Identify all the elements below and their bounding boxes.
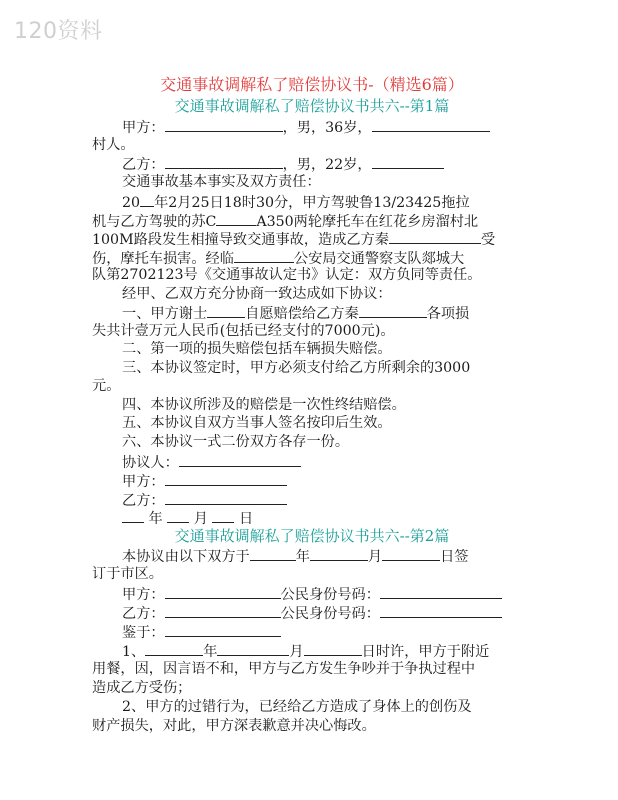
sec2-intro: 本协议由以下双方于 年 月 日签	[122, 546, 469, 566]
clause-3-cont: 元。	[92, 378, 121, 394]
clause-2: 二、第一项的损失赔偿包括车辆损失赔偿。	[122, 341, 392, 357]
sec2-witness: 鉴于：	[122, 622, 281, 642]
sec2-para-1-line-3: 造成乙方受伤；	[92, 680, 192, 696]
facts-line-2: 机与乙方驾驶的苏C A350两轮摩托车在红花乡房溜村北	[92, 211, 478, 231]
section-1-heading: 交通事故调解私了赔偿协议书共六--第1篇	[174, 97, 450, 115]
clause-6: 六、本协议一式二份双方各存一份。	[122, 434, 350, 450]
party-b-line: 乙方： ，男，22岁，	[122, 154, 444, 174]
section-2-heading: 交通事故调解私了赔偿协议书共六--第2篇	[174, 527, 450, 545]
sec2-para-2: 2、甲方的过错行为，已经给乙方造成了身体上的创伤及	[122, 699, 472, 715]
sec2-party-a: 甲方： 公民身份号码：	[122, 584, 502, 604]
signature-date: 年 月 日	[122, 508, 253, 528]
facts-line-3: 100M路段发生相撞导致交通事故，造成乙方秦 受	[92, 229, 495, 249]
facts-line-5: 队第2702123号《交通事故认定书》认定：双方负同等责任。	[92, 267, 482, 283]
clause-1-cont: 失共计壹万元人民币(包括已经支付的7000元)。	[92, 323, 395, 339]
document-title: 交通事故调解私了赔偿协议书-（精选6篇）	[160, 75, 464, 94]
agreement-intro: 经甲、乙双方充分协商一致达成如下协议：	[122, 286, 392, 302]
signatory-label: 协议人：	[122, 452, 301, 472]
sec2-intro-cont: 订于市区。	[92, 566, 163, 582]
signature-b: 乙方：	[122, 490, 287, 510]
sec2-party-b: 乙方： 公民身份号码：	[122, 603, 502, 623]
clause-4: 四、本协议所涉及的赔偿是一次性终结赔偿。	[122, 397, 406, 413]
facts-line-1: 20 年2月25日18时30分，甲方驾驶鲁13/23425拖拉	[122, 192, 470, 212]
party-a-line: 甲方： ，男，36岁，	[122, 117, 490, 137]
signature-a: 甲方：	[122, 471, 287, 491]
sec2-para-1-line-2: 用餐，因，因言语不和，甲方与乙方发生争吵并于争执过程中	[92, 661, 476, 677]
watermark: 120资料	[14, 19, 103, 44]
party-a-cont: 村人。	[92, 137, 135, 153]
sec2-para-1: 1、 年 月 日时许，甲方于附近	[122, 641, 489, 661]
clause-5: 五、本协议自双方当事人签名按印后生效。	[122, 415, 392, 431]
facts-line-4: 伤，摩托车损害。经临 公安局交通警察支队郯城大	[92, 248, 464, 268]
clause-3: 三、本协议签定时，甲方必须支付给乙方所剩余的3000	[122, 360, 471, 376]
sec2-para-2-line-2: 财产损失，对此，甲方深表歉意并决心悔改。	[92, 718, 376, 734]
facts-heading: 交通事故基本事实及双方责任：	[122, 174, 321, 190]
clause-1: 一、甲方谢士 自愿赔偿给乙方秦 各项损	[122, 303, 469, 323]
